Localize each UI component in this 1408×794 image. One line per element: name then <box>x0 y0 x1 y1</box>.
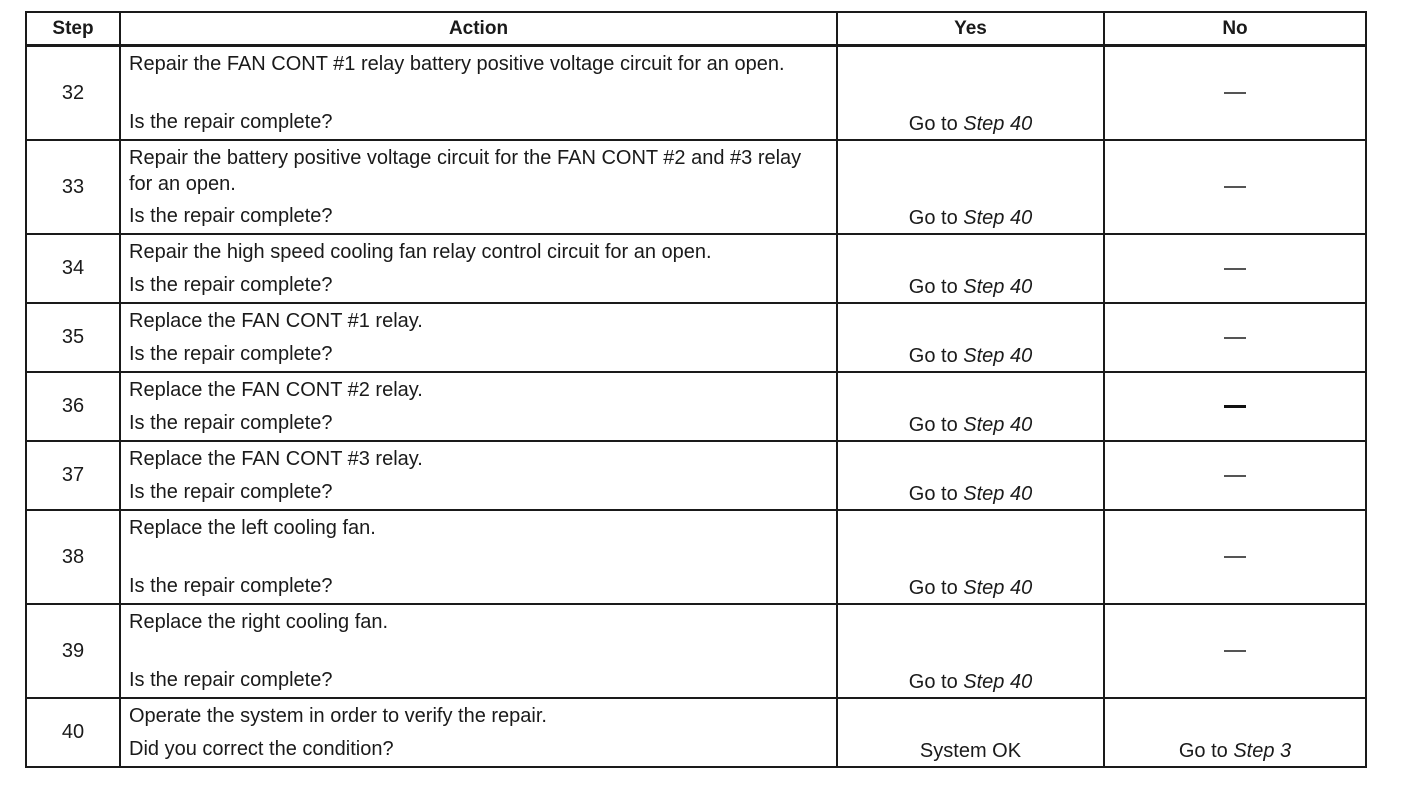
yes-step-link[interactable]: Step 40 <box>963 577 1033 599</box>
yes-result <box>837 510 1104 604</box>
yes-result <box>837 303 1104 372</box>
action-cell <box>120 698 837 767</box>
step-number: 38 <box>26 510 120 604</box>
table-row <box>26 372 1366 441</box>
yes-step-link[interactable]: Step 40 <box>963 483 1033 505</box>
no-result <box>1104 372 1366 441</box>
no-result <box>1104 140 1366 234</box>
no-dash <box>1224 405 1246 408</box>
action-question: Is the repair complete? <box>129 111 333 133</box>
no-dash <box>1224 556 1246 558</box>
table-row <box>26 140 1366 234</box>
yes-step-link[interactable]: Step 40 <box>963 207 1033 229</box>
no-result <box>1104 441 1366 510</box>
yes-step-link[interactable]: Step 40 <box>963 414 1033 436</box>
yes-step-link[interactable]: Step 40 <box>963 345 1033 367</box>
yes-result <box>837 140 1104 234</box>
action-question: Is the repair complete? <box>129 205 333 227</box>
action-question: Is the repair complete? <box>129 274 333 296</box>
action-question: Did you correct the condition? <box>129 738 394 760</box>
table-row <box>26 698 1366 767</box>
action-cell <box>120 372 837 441</box>
yes-system-ok: System OK <box>919 740 1022 762</box>
action-cell <box>120 46 837 141</box>
yes-result <box>837 604 1104 698</box>
action-instruction: Replace the right cooling fan. <box>129 611 389 633</box>
table-row <box>26 604 1366 698</box>
action-instruction: Repair the battery positive voltage circuit for the FAN CONT #2 and #3 relay for an open. <box>129 147 802 195</box>
yes-prefix: Go to <box>908 414 958 436</box>
no-result <box>1104 46 1366 141</box>
yes-prefix: Go to <box>908 671 958 693</box>
yes-prefix: Go to <box>908 345 958 367</box>
yes-prefix: Go to <box>908 483 958 505</box>
yes-prefix: Go to <box>908 276 958 298</box>
yes-result <box>837 234 1104 303</box>
no-dash <box>1224 650 1246 652</box>
step-number: 37 <box>26 441 120 510</box>
step-number: 33 <box>26 140 120 234</box>
yes-step-link[interactable]: Step 40 <box>963 276 1033 298</box>
action-instruction: Replace the FAN CONT #2 relay. <box>129 379 423 401</box>
no-dash <box>1224 186 1246 188</box>
no-step-link[interactable]: Step 3 <box>1233 740 1292 762</box>
yes-result <box>837 698 1104 767</box>
action-cell <box>120 604 837 698</box>
action-instruction: Repair the high speed cooling fan relay control circuit for an open. <box>129 241 712 263</box>
header-step: Step <box>26 12 120 46</box>
table-row <box>26 510 1366 604</box>
header-action: Action <box>120 12 837 46</box>
table-row <box>26 303 1366 372</box>
action-question: Is the repair complete? <box>129 575 333 597</box>
step-number: 40 <box>26 698 120 767</box>
step-number: 39 <box>26 604 120 698</box>
yes-result <box>837 441 1104 510</box>
action-cell <box>120 303 837 372</box>
yes-result <box>837 372 1104 441</box>
header-yes: Yes <box>837 12 1104 46</box>
table-row <box>26 441 1366 510</box>
action-instruction: Repair the FAN CONT #1 relay battery positive voltage circuit for an open. <box>129 53 785 75</box>
no-result <box>1104 234 1366 303</box>
no-result <box>1104 604 1366 698</box>
yes-prefix: Go to <box>908 113 958 135</box>
action-instruction: Replace the left cooling fan. <box>129 517 376 539</box>
table-row <box>26 46 1366 141</box>
action-instruction: Operate the system in order to verify the repair. <box>129 705 547 727</box>
yes-prefix: Go to <box>908 207 958 229</box>
action-question: Is the repair complete? <box>129 669 333 691</box>
header-row <box>26 12 1366 46</box>
action-instruction: Replace the FAN CONT #3 relay. <box>129 448 423 470</box>
action-question: Is the repair complete? <box>129 412 333 434</box>
action-cell <box>120 441 837 510</box>
yes-result <box>837 46 1104 141</box>
action-question: Is the repair complete? <box>129 481 333 503</box>
table-row <box>26 234 1366 303</box>
action-cell <box>120 510 837 604</box>
yes-prefix: Go to <box>908 577 958 599</box>
no-dash <box>1224 92 1246 94</box>
no-dash <box>1224 337 1246 339</box>
yes-step-link[interactable]: Step 40 <box>963 671 1033 693</box>
no-result <box>1104 303 1366 372</box>
action-question: Is the repair complete? <box>129 343 333 365</box>
header-no: No <box>1104 12 1366 46</box>
yes-step-link[interactable]: Step 40 <box>963 113 1033 135</box>
diagnostic-table <box>25 11 1367 768</box>
action-cell <box>120 234 837 303</box>
step-number: 34 <box>26 234 120 303</box>
no-result <box>1104 698 1366 767</box>
action-cell <box>120 140 837 234</box>
step-number: 35 <box>26 303 120 372</box>
no-result <box>1104 510 1366 604</box>
step-number: 32 <box>26 46 120 141</box>
step-number: 36 <box>26 372 120 441</box>
no-dash <box>1224 268 1246 270</box>
no-dash <box>1224 475 1246 477</box>
action-instruction: Replace the FAN CONT #1 relay. <box>129 310 423 332</box>
no-prefix: Go to <box>1178 740 1228 762</box>
